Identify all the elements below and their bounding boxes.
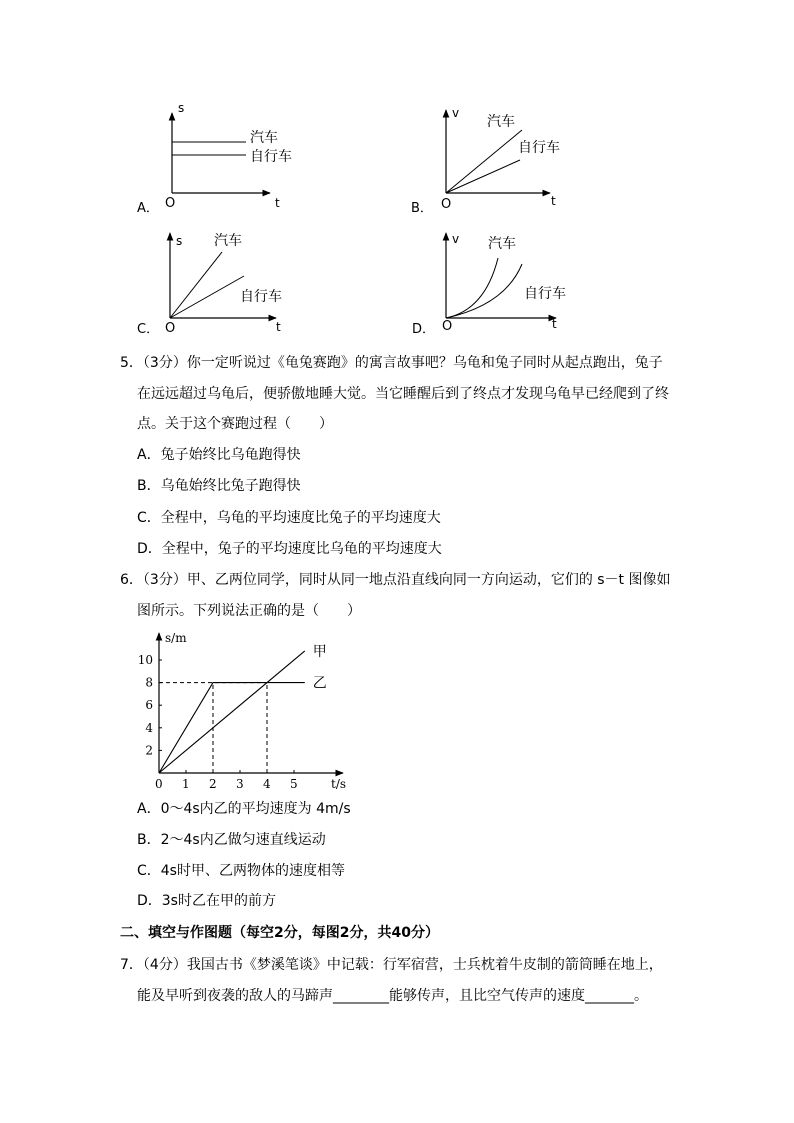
- y-tick-label: 2: [145, 743, 153, 758]
- q5-option-c[interactable]: C．全程中，乌龟的平均速度比兔子的平均速度大: [137, 510, 441, 526]
- graph-b-origin: O: [441, 197, 452, 212]
- q6-option-c[interactable]: C．4s时甲、乙两物体的速度相等: [137, 863, 345, 879]
- graph-b-bike-label: 自行车: [518, 140, 560, 156]
- series-line-2: [159, 683, 305, 773]
- q6-option-d[interactable]: D．3s时乙在甲的前方: [137, 893, 276, 909]
- graph-b-bike-line: [446, 160, 520, 193]
- x-axis-label: t/s: [331, 777, 347, 791]
- q5-line-1: 5．（3分）你一定听说过《龟兔赛跑》的寓言故事吧？乌龟和兔子同时从起点跑出，兔子: [120, 355, 663, 371]
- graph-b-y-label: v: [452, 106, 460, 120]
- x-tick-label: 2: [209, 777, 217, 791]
- q6-line-1: 6．（3分）甲、乙两位同学，同时从同一地点沿直线向同一方向运动，它们的 s－t 图像如: [120, 572, 671, 588]
- q6-st-chart: [125, 628, 365, 796]
- graph-d-bike-label: 自行车: [524, 286, 566, 302]
- graph-a-car-label: 汽车: [250, 130, 278, 146]
- q6-option-b[interactable]: B．2～4s内乙做匀速直线运动: [137, 832, 326, 848]
- graph-a-x-label: t: [275, 196, 280, 210]
- q7-line-1: 7．（4分）我国古书《梦溪笔谈》中记载：行军宿营，士兵枕着牛皮制的箭筒睡在地上，: [120, 957, 663, 973]
- y-tick-label: 8: [145, 675, 153, 690]
- graph-d-origin: O: [442, 319, 453, 334]
- series-line-1: [159, 651, 305, 773]
- graph-c-bike-label: 自行车: [240, 289, 282, 305]
- graph-d-car-label: 汽车: [488, 236, 516, 252]
- graph-c-car-line: [170, 252, 222, 318]
- q5-line-2: 在远远超过乌龟后，便骄傲地睡大觉。当它睡醒后到了终点才发现乌龟早已经爬到了终: [137, 386, 669, 402]
- graph-a: [137, 101, 292, 216]
- graph-b-car-label: 汽车: [487, 114, 515, 130]
- graph-c: [137, 233, 282, 337]
- graph-c-x-label: t: [276, 320, 281, 334]
- graph-b-x-label: t: [551, 194, 556, 208]
- q5-option-d[interactable]: D．全程中，兔子的平均速度比乌龟的平均速度大: [137, 541, 442, 557]
- graph-a-y-label: s: [178, 101, 185, 115]
- origin-label: 0: [155, 777, 163, 791]
- graph-d-letter: D．: [412, 322, 436, 337]
- graph-c-bike-line: [170, 276, 244, 318]
- x-tick-label: 4: [263, 777, 271, 791]
- q6-line-2: 图所示。下列说法正确的是（ ）: [137, 603, 361, 619]
- graph-d-x-label: t: [552, 317, 557, 331]
- y-tick-label: 6: [145, 698, 153, 713]
- series-label-2: 乙: [312, 675, 327, 692]
- graph-c-car-label: 汽车: [214, 233, 242, 249]
- graph-d-y-label: v: [452, 232, 460, 246]
- q6-option-a[interactable]: A．0～4s内乙的平均速度为 4m/s: [137, 801, 351, 817]
- y-tick-label: 10: [137, 653, 153, 667]
- q5-option-a[interactable]: A．兔子始终比乌龟跑得快: [137, 447, 301, 463]
- graph-a-origin: O: [165, 196, 176, 211]
- y-tick-label: 4: [145, 720, 153, 735]
- graph-d: [412, 232, 566, 337]
- q5-option-b[interactable]: B．乌龟始终比兔子跑得快: [137, 478, 301, 494]
- graph-c-y-label: s: [176, 234, 183, 248]
- x-tick-label: 5: [290, 777, 298, 791]
- series-label-1: 甲: [312, 643, 327, 660]
- x-tick-label: 1: [182, 777, 190, 791]
- section-2-heading: 二、填空与作图题（每空2分，每图2分，共40分）: [120, 925, 439, 941]
- graph-c-origin: O: [165, 321, 176, 336]
- q5-line-3: 点。关于这个赛跑过程（ ）: [137, 416, 333, 432]
- q7-line-2: 能及早听到夜袭的敌人的马蹄声________能够传声，且比空气传声的速度_______。: [137, 988, 648, 1004]
- graph-b-letter: B．: [411, 201, 433, 216]
- x-tick-label: 3: [236, 777, 244, 791]
- graph-d-car-curve: [446, 258, 498, 318]
- graph-a-letter: A．: [137, 201, 159, 216]
- y-axis-label: s/m: [165, 631, 187, 645]
- graph-b: [411, 106, 560, 216]
- q4-option-graphs: [0, 0, 794, 345]
- graph-c-letter: C．: [137, 322, 160, 337]
- graph-b-car-line: [446, 130, 522, 193]
- graph-a-bike-label: 自行车: [250, 149, 292, 165]
